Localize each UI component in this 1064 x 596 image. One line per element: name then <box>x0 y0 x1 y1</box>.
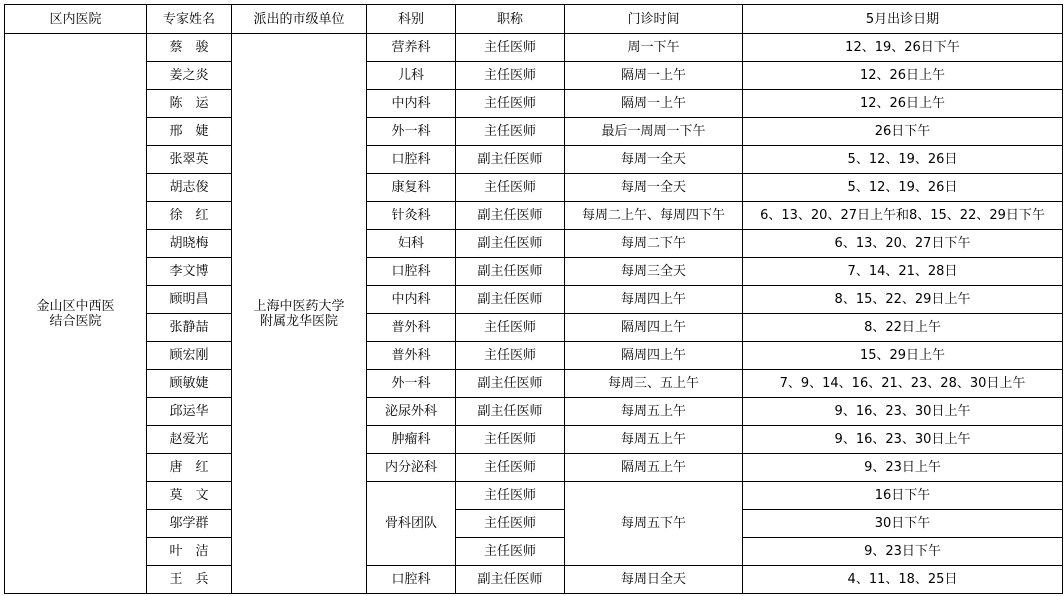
time-cell: 最后一周周一下午 <box>565 118 743 146</box>
title-cell: 主任医师 <box>456 342 565 370</box>
dates-cell: 6、13、20、27日上午和8、15、22、29日下午 <box>743 202 1063 230</box>
table-row <box>5 258 1063 286</box>
time-cell: 隔周一上午 <box>565 90 743 118</box>
title-cell: 主任医师 <box>456 314 565 342</box>
header-dept: 科别 <box>367 5 456 34</box>
table-row <box>5 454 1063 482</box>
header-hospital: 区内医院 <box>5 5 147 34</box>
dates-cell: 15、29日上午 <box>743 342 1063 370</box>
expert-name-cell: 邱运华 <box>147 398 232 426</box>
header-dates: 5月出诊日期 <box>743 5 1063 34</box>
dept-cell: 泌尿外科 <box>367 398 456 426</box>
title-cell: 主任医师 <box>456 118 565 146</box>
dates-cell: 4、11、18、25日 <box>743 566 1063 594</box>
table-row <box>5 342 1063 370</box>
table-row <box>5 566 1063 594</box>
expert-name-cell: 王 兵 <box>147 566 232 594</box>
time-cell: 每周三、五上午 <box>565 370 743 398</box>
hospital-cell: 金山区中西医 结合医院 <box>5 34 147 594</box>
header-unit: 派出的市级单位 <box>232 5 367 34</box>
table-row <box>5 538 1063 566</box>
expert-name-cell: 陈 运 <box>147 90 232 118</box>
table-row <box>5 510 1063 538</box>
title-cell: 副主任医师 <box>456 398 565 426</box>
table-row <box>5 34 1063 62</box>
expert-name-cell: 张静喆 <box>147 314 232 342</box>
expert-name-cell: 李文博 <box>147 258 232 286</box>
table-row <box>5 398 1063 426</box>
dept-cell: 内分泌科 <box>367 454 456 482</box>
dates-cell: 12、19、26日下午 <box>743 34 1063 62</box>
time-cell: 隔周一上午 <box>565 62 743 90</box>
title-cell: 主任医师 <box>456 34 565 62</box>
expert-name-cell: 蔡 骏 <box>147 34 232 62</box>
dates-cell: 9、23日上午 <box>743 454 1063 482</box>
dept-cell: 外一科 <box>367 118 456 146</box>
dept-cell: 妇科 <box>367 230 456 258</box>
dept-cell: 肿瘤科 <box>367 426 456 454</box>
expert-name-cell: 姜之炎 <box>147 62 232 90</box>
title-cell: 主任医师 <box>456 62 565 90</box>
dates-cell: 8、22日上午 <box>743 314 1063 342</box>
time-cell: 每周五上午 <box>565 426 743 454</box>
time-cell: 隔周五上午 <box>565 454 743 482</box>
title-cell: 主任医师 <box>456 454 565 482</box>
schedule-table <box>4 4 1063 594</box>
time-cell: 每周四上午 <box>565 286 743 314</box>
unit-cell: 上海中医药大学 附属龙华医院 <box>232 34 367 594</box>
title-cell: 副主任医师 <box>456 370 565 398</box>
title-cell: 主任医师 <box>456 90 565 118</box>
title-cell: 副主任医师 <box>456 230 565 258</box>
title-cell: 主任医师 <box>456 482 565 510</box>
time-cell: 每周一全天 <box>565 174 743 202</box>
table-row <box>5 118 1063 146</box>
dates-cell: 26日下午 <box>743 118 1063 146</box>
time-cell: 周一下午 <box>565 34 743 62</box>
header-time: 门诊时间 <box>565 5 743 34</box>
dept-cell: 口腔科 <box>367 146 456 174</box>
dates-cell: 5、12、19、26日 <box>743 174 1063 202</box>
dates-cell: 7、14、21、28日 <box>743 258 1063 286</box>
dept-cell: 针灸科 <box>367 202 456 230</box>
table-row <box>5 146 1063 174</box>
dept-cell: 骨科团队 <box>367 482 456 566</box>
header-name: 专家姓名 <box>147 5 232 34</box>
dates-cell: 9、16、23、30日上午 <box>743 426 1063 454</box>
table-row <box>5 230 1063 258</box>
title-cell: 副主任医师 <box>456 258 565 286</box>
title-cell: 主任医师 <box>456 174 565 202</box>
table-row <box>5 314 1063 342</box>
time-cell: 隔周四上午 <box>565 342 743 370</box>
dates-cell: 9、23日下午 <box>743 538 1063 566</box>
expert-name-cell: 胡志俊 <box>147 174 232 202</box>
table-row <box>5 62 1063 90</box>
time-cell: 每周二下午 <box>565 230 743 258</box>
dates-cell: 7、9、14、16、21、23、28、30日上午 <box>743 370 1063 398</box>
dept-cell: 儿科 <box>367 62 456 90</box>
dates-cell: 16日下午 <box>743 482 1063 510</box>
title-cell: 副主任医师 <box>456 566 565 594</box>
time-cell: 每周三全天 <box>565 258 743 286</box>
table-row <box>5 90 1063 118</box>
expert-name-cell: 莫 文 <box>147 482 232 510</box>
expert-name-cell: 赵爱光 <box>147 426 232 454</box>
expert-name-cell: 张翠英 <box>147 146 232 174</box>
dept-cell: 口腔科 <box>367 566 456 594</box>
dept-cell: 中内科 <box>367 286 456 314</box>
dates-cell: 12、26日上午 <box>743 62 1063 90</box>
expert-name-cell: 徐 红 <box>147 202 232 230</box>
expert-name-cell: 顾宏刚 <box>147 342 232 370</box>
expert-name-cell: 顾明昌 <box>147 286 232 314</box>
dates-cell: 6、13、20、27日下午 <box>743 230 1063 258</box>
expert-name-cell: 顾敏婕 <box>147 370 232 398</box>
header-row <box>5 5 1063 34</box>
table-row <box>5 370 1063 398</box>
dates-cell: 5、12、19、26日 <box>743 146 1063 174</box>
dates-cell: 12、26日上午 <box>743 90 1063 118</box>
time-cell: 每周五下午 <box>565 482 743 566</box>
title-cell: 主任医师 <box>456 426 565 454</box>
dept-cell: 中内科 <box>367 90 456 118</box>
table-row <box>5 482 1063 510</box>
table-row <box>5 426 1063 454</box>
time-cell: 隔周四上午 <box>565 314 743 342</box>
expert-name-cell: 唐 红 <box>147 454 232 482</box>
dates-cell: 30日下午 <box>743 510 1063 538</box>
table-row <box>5 202 1063 230</box>
title-cell: 主任医师 <box>456 510 565 538</box>
dept-cell: 营养科 <box>367 34 456 62</box>
dept-cell: 康复科 <box>367 174 456 202</box>
title-cell: 副主任医师 <box>456 146 565 174</box>
expert-name-cell: 邢 婕 <box>147 118 232 146</box>
dept-cell: 普外科 <box>367 314 456 342</box>
expert-name-cell: 邬学群 <box>147 510 232 538</box>
time-cell: 每周二上午、每周四下午 <box>565 202 743 230</box>
table-row <box>5 286 1063 314</box>
dates-cell: 9、16、23、30日上午 <box>743 398 1063 426</box>
expert-name-cell: 胡晓梅 <box>147 230 232 258</box>
header-title: 职称 <box>456 5 565 34</box>
title-cell: 副主任医师 <box>456 202 565 230</box>
time-cell: 每周日全天 <box>565 566 743 594</box>
expert-name-cell: 叶 洁 <box>147 538 232 566</box>
title-cell: 副主任医师 <box>456 286 565 314</box>
title-cell: 主任医师 <box>456 538 565 566</box>
time-cell: 每周五上午 <box>565 398 743 426</box>
table-row <box>5 174 1063 202</box>
dept-cell: 普外科 <box>367 342 456 370</box>
dept-cell: 口腔科 <box>367 258 456 286</box>
time-cell: 每周一全天 <box>565 146 743 174</box>
dates-cell: 8、15、22、29日上午 <box>743 286 1063 314</box>
dept-cell: 外一科 <box>367 370 456 398</box>
